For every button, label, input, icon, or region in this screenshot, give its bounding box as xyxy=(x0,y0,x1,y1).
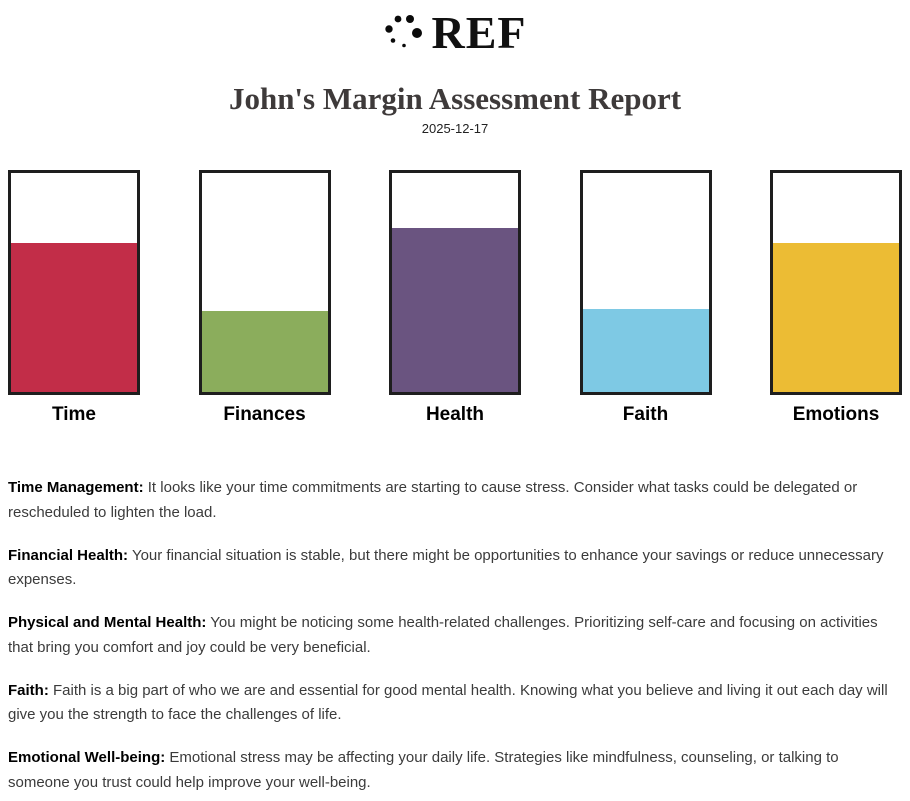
section-time-management-text: It looks like your time commitments are starting to cause stress. Consider what tasks could be delegated or rescheduled to lighten the load. xyxy=(8,479,858,521)
gauge-time xyxy=(8,170,140,426)
gauge-time-label: Time xyxy=(51,404,96,426)
gauge-finances-bar xyxy=(199,170,331,395)
section-physical-mental-health xyxy=(8,611,900,661)
gauge-emotions-bar xyxy=(770,170,902,395)
gauge-finances-label: Finances xyxy=(223,404,306,426)
section-physical-mental-health-label: Physical and Mental Health: xyxy=(8,614,207,632)
logo-dots-icon xyxy=(384,13,422,53)
section-time-management xyxy=(8,476,900,526)
section-financial-health xyxy=(8,544,900,594)
section-emotional-wellbeing-text: Emotional stress may be affecting your daily life. Strategies like mindfulness, counseling, or talking to someone you trust could help improve your well-being. xyxy=(8,749,839,791)
section-emotional-wellbeing-label: Emotional Well-being: xyxy=(8,749,166,767)
gauge-faith-label: Faith xyxy=(622,404,669,426)
gauge-faith-bar xyxy=(580,170,712,395)
gauge-faith xyxy=(580,170,712,426)
assessment-sections xyxy=(0,476,910,796)
section-faith-text: Faith is a big part of who we are and essential for good mental health. Knowing what you believe and living it out each day will give you the strength to face the challenges of life. xyxy=(8,681,888,724)
gauge-health-fill xyxy=(392,228,518,392)
gauge-time-bar xyxy=(8,170,140,395)
section-financial-health-text: Your financial situation is stable, but there might be opportunities to enhance your savings or reduce unnecessary expenses. xyxy=(8,546,884,589)
gauge-health xyxy=(389,170,521,426)
report-title: John's Margin Assessment Report xyxy=(228,81,682,116)
section-time-management-label: Time Management: xyxy=(8,479,144,497)
section-faith xyxy=(8,679,900,729)
gauge-health-label: Health xyxy=(425,404,485,426)
gauge-finances xyxy=(199,170,331,426)
report-header xyxy=(0,0,910,136)
section-emotional-wellbeing xyxy=(8,746,900,796)
gauge-emotions xyxy=(770,170,902,426)
gauge-time-fill xyxy=(11,243,137,392)
section-financial-health-label: Financial Health: xyxy=(8,546,129,564)
section-faith-label: Faith: xyxy=(8,681,49,699)
report-date: 2025-12-17 xyxy=(421,121,489,137)
gauge-emotions-fill xyxy=(773,243,899,392)
section-physical-mental-health-text: You might be noticing some health-related challenges. Prioritizing self-care and focusing on activities that bring you comfort and joy could be very beneficial. xyxy=(8,614,878,656)
gauge-health-bar xyxy=(389,170,521,395)
gauge-emotions-label: Emotions xyxy=(792,404,880,426)
gauge-finances-fill xyxy=(202,311,328,392)
logo xyxy=(0,6,910,60)
gauge-faith-fill xyxy=(583,309,709,392)
margin-gauges-chart xyxy=(0,170,910,426)
logo-text: REF xyxy=(431,7,527,58)
